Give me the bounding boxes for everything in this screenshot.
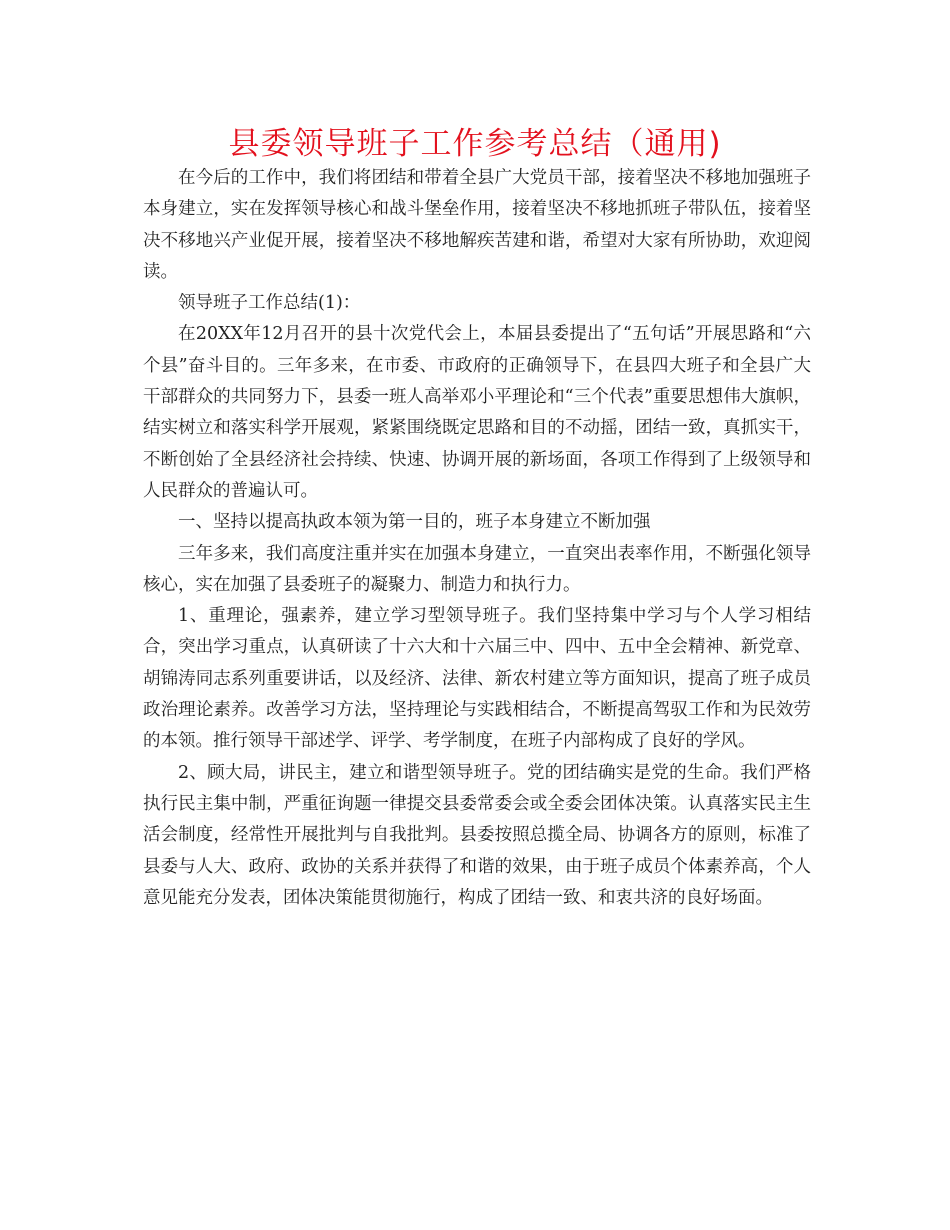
document-body [143, 163, 811, 914]
paragraph: 在20XX年12月召开的县十次党代会上，本届县委提出了“五句话”开展思路和“六个县”奋斗目的。三年多来，在市委、市政府的正确领导下，在县四大班子和全县广大干部群众的共同努力下，县委一班人高举邓小平理论和“三个代表”重要思想伟大旗帜，结实树立和落实科学开展观，紧紧围绕既定思路和目的不动摇，团结一致，真抓实干，不断创始了全县经济社会持续、快速、协调开展的新场面，各项工作得到了上级领导和人民群众的普遍认可。 [143, 324, 811, 501]
paragraph: 三年多来，我们高度注重并实在加强本身建立，一直突出表率作用，不断强化领导核心，实在加强了县委班子的凝聚力、制造力和执行力。 [143, 543, 811, 595]
paragraph: 领导班子工作总结(1)： [178, 293, 361, 314]
document-title: 县委领导班子工作参考总结（通用) [228, 126, 722, 162]
section-heading: 一、坚持以提高执政本领为第一目的，班子本身建立不断加强 [178, 512, 651, 533]
paragraph: 2、顾大局，讲民主，建立和谐型领导班子。党的团结确实是党的生命。我们严格执行民主集中制，严重征询题一律提交县委常委会或全委会团体决策。认真落实民主生活会制度，经常性开展批判与自我批判。县委按照总揽全局、协调各方的原则，标准了县委与人大、政府、政协的关系并获得了和谐的效果，由于班子成员个体素养高，个人意见能充分发表，团体决策能贯彻施行，构成了团结一致、和衷共济的良好场面。 [143, 762, 811, 908]
paragraph: 1、重理论，强素养，建立学习型领导班子。我们坚持集中学习与个人学习相结合，突出学习重点，认真研读了十六大和十六届三中、四中、五中全会精神、新党章、胡锦涛同志系列重要讲话，以及经济、法律、新农村建立等方面知识，提高了班子成员政治理论素养。改善学习方法，坚持理论与实践相结合，不断提高驾驭工作和为民效劳的本领。推行领导干部述学、评学、考学制度，在班子内部构成了良好的学风。 [143, 606, 811, 752]
paragraph: 在今后的工作中，我们将团结和带着全县广大党员干部，接着坚决不移地加强班子本身建立，实在发挥领导核心和战斗堡垒作用，接着坚决不移地抓班子带队伍，接着坚决不移地兴产业促开展，接着坚决不移地解疾苦建和谐，希望对大家有所协助，欢迎阅读。 [143, 168, 811, 282]
